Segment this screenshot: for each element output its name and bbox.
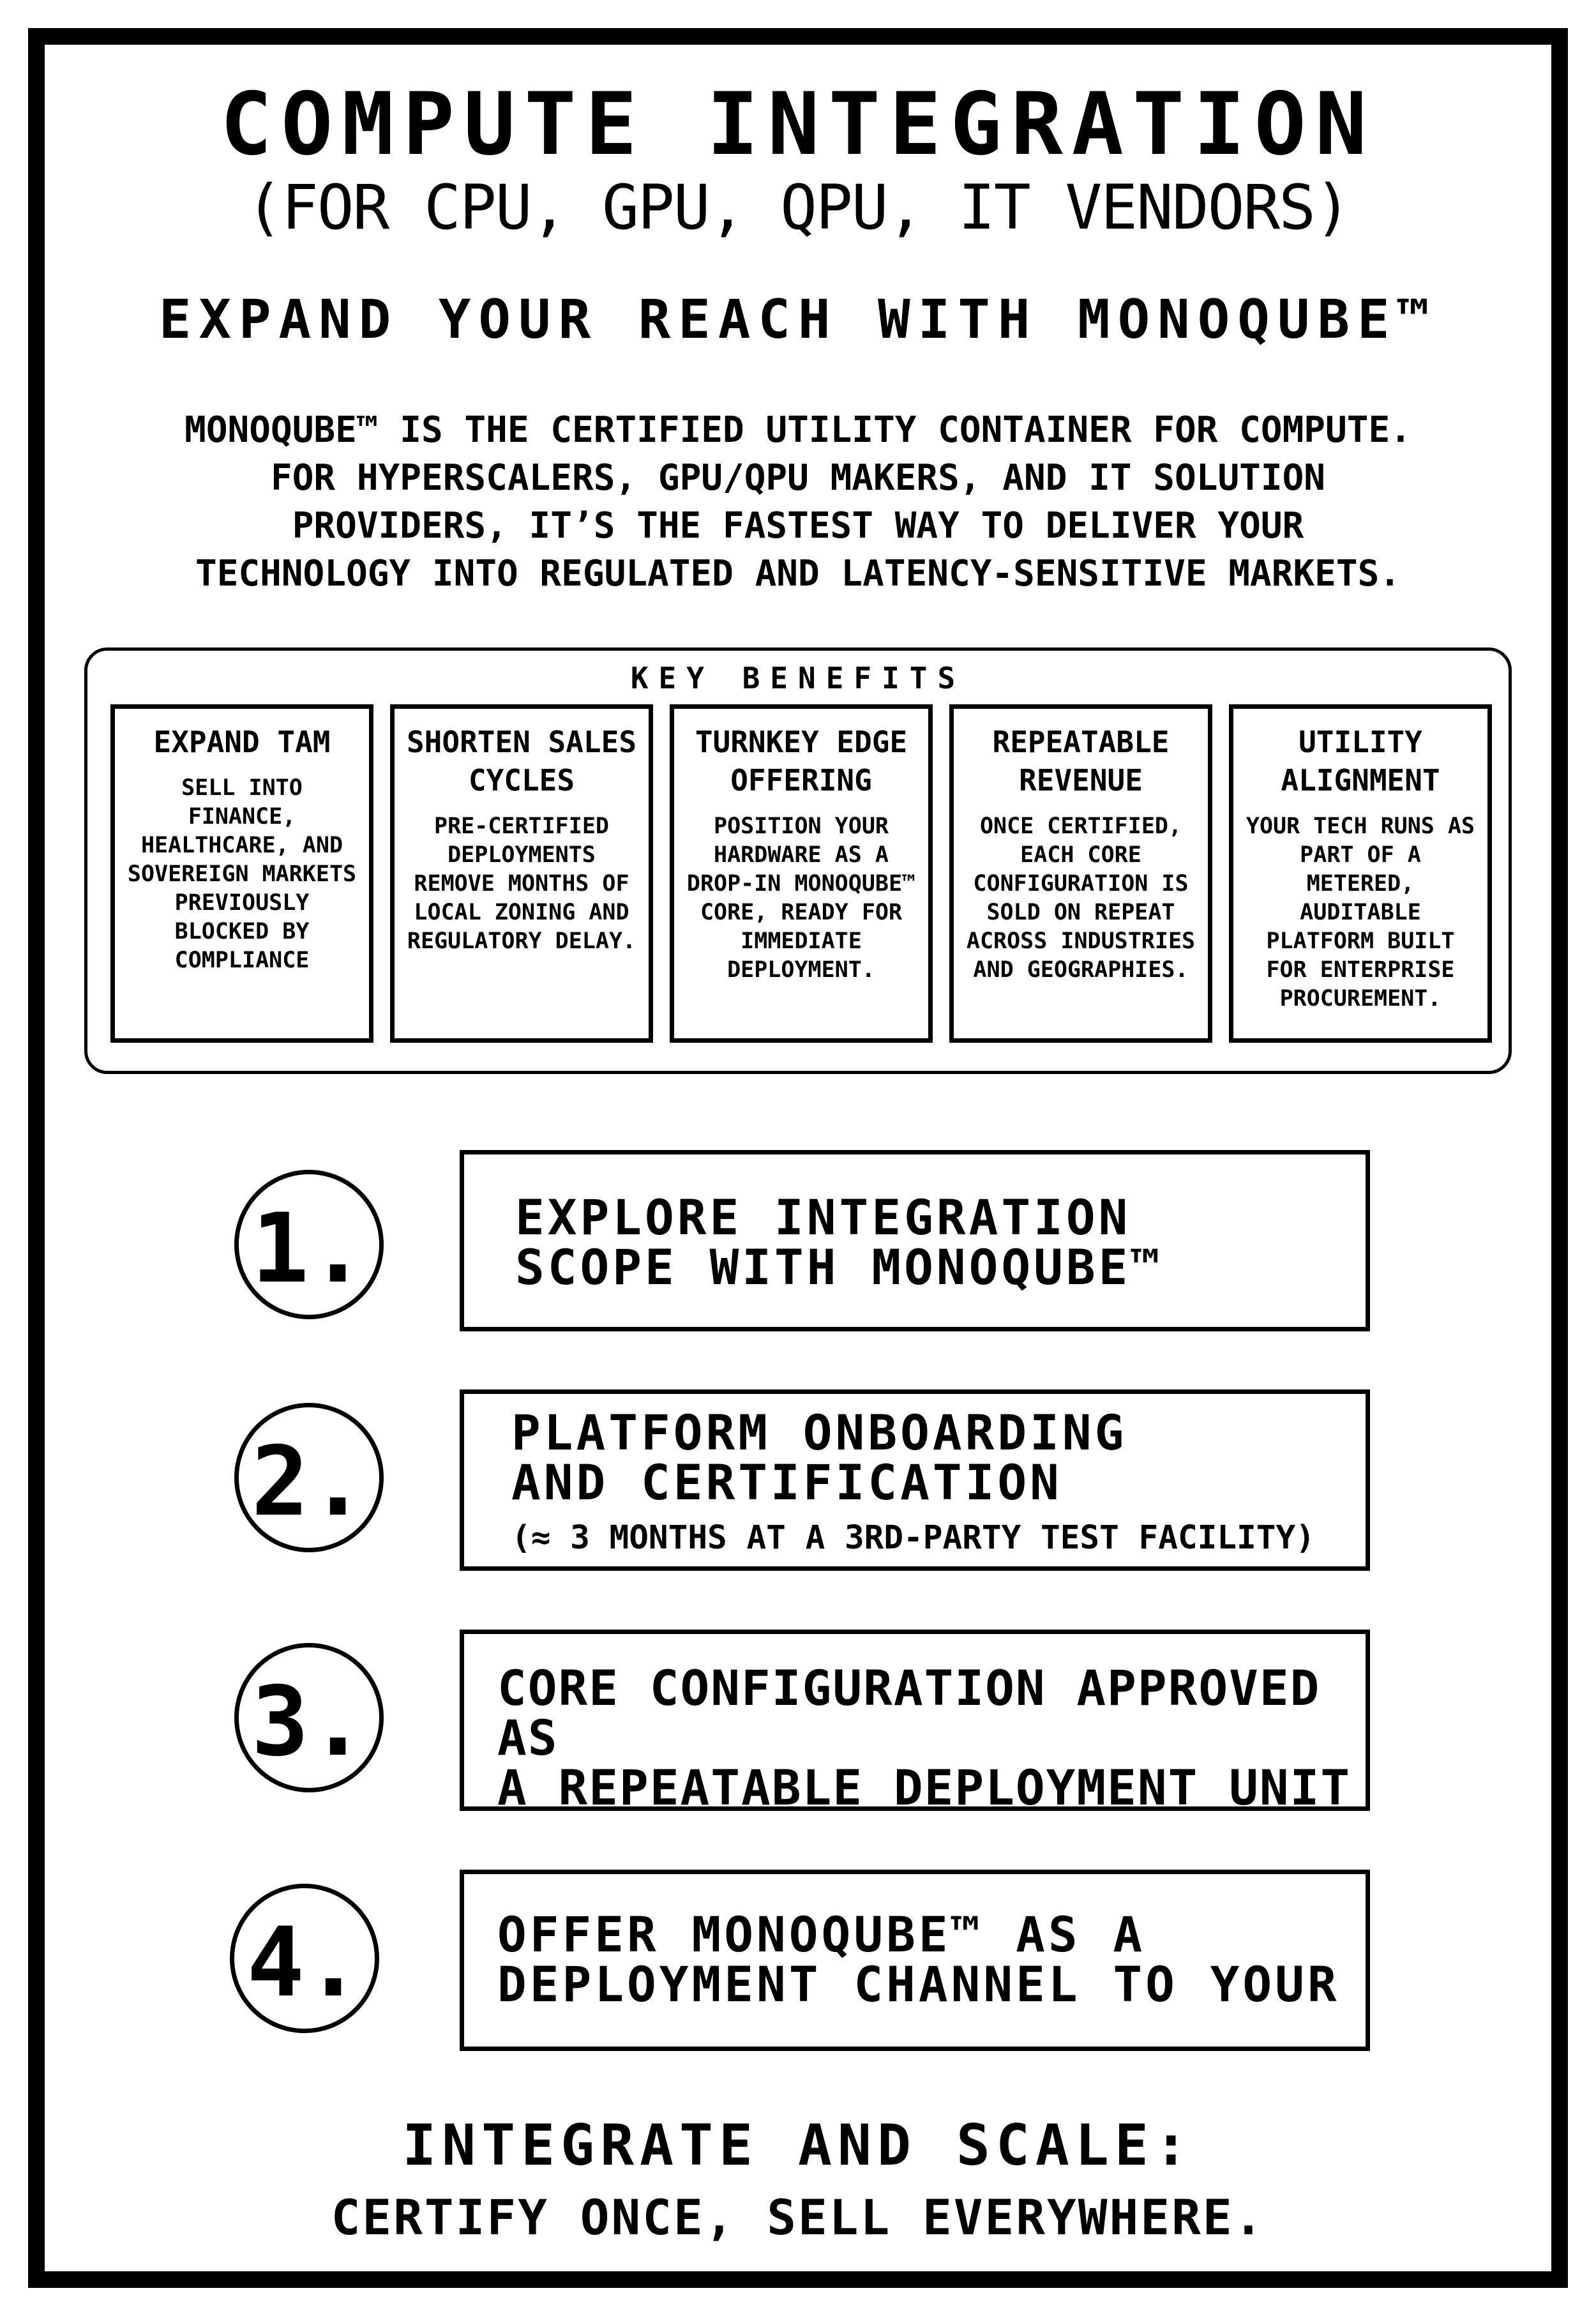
step-3-number: 3. — [234, 1643, 384, 1792]
benefit-card-utility-alignment — [1229, 704, 1492, 1043]
step-2-box — [460, 1389, 1370, 1571]
benefit-card-turnkey-edge — [670, 704, 933, 1043]
footer-slogan: CERTIFY ONCE, SELL EVERYWHERE. — [331, 2189, 1265, 2246]
intro-line: PROVIDERS, IT’S THE FASTEST WAY TO DELIVER YOUR — [292, 505, 1304, 547]
headline: EXPAND YOUR REACH WITH MONOQUBE™ — [158, 288, 1438, 351]
step-2-number: 2. — [234, 1403, 384, 1552]
benefit-card-repeatable-revenue — [949, 704, 1212, 1043]
key-benefits-panel — [84, 647, 1512, 1074]
benefit-card-shorten-sales-cycles — [390, 704, 653, 1043]
benefit-title: TURNKEY EDGE OFFERING — [695, 725, 908, 798]
step-1-text: EXPLORE INTEGRATION SCOPE WITH MONOQUBE™ — [515, 1189, 1164, 1296]
intro-paragraph — [0, 406, 1596, 598]
page-subtitle: (FOR CPU, GPU, QPU, IT VENDORS) — [246, 172, 1350, 243]
key-benefits-label: KEY BENEFITS — [630, 661, 966, 695]
benefit-title: UTILITY ALIGNMENT — [1281, 725, 1440, 798]
step-2-note: (≈ 3 MONTHS AT A 3RD-PARTY TEST FACILITY) — [511, 1519, 1315, 1557]
footer-tagline: INTEGRATE AND SCALE: — [402, 2112, 1194, 2178]
benefit-title: EXPAND TAM — [153, 725, 331, 759]
benefit-body: YOUR TECH RUNS AS PART OF A METERED, AUDITABLE PLATFORM BUILT FOR ENTERPRISE PROCUREMENT. — [1246, 814, 1475, 1011]
intro-line: FOR HYPERSCALERS, GPU/QPU MAKERS, AND IT SOLUTION — [270, 457, 1326, 499]
step-3-text: CORE CONFIGURATION APPROVED AS A REPEATABLE DEPLOYMENT UNIT — [497, 1660, 1351, 1816]
step-4-box — [460, 1870, 1370, 2051]
benefit-body: SELL INTO FINANCE, HEALTHCARE, AND SOVEREIGN MARKETS PREVIOUSLY BLOCKED BY COMPLIANCE — [127, 775, 357, 973]
benefit-body: PRE-CERTIFIED DEPLOYMENTS REMOVE MONTHS OF LOCAL ZONING AND REGULATORY DELAY. — [407, 814, 636, 954]
step-4-number: 4. — [230, 1884, 379, 2033]
step-1-box — [460, 1150, 1370, 1331]
step-3-box — [460, 1630, 1370, 1816]
intro-line: TECHNOLOGY INTO REGULATED AND LATENCY-SENSITIVE MARKETS. — [195, 553, 1401, 594]
step-4-text: OFFER MONOQUBE™ AS A DEPLOYMENT CHANNEL TO YOUR — [497, 1906, 1340, 2013]
benefit-title: REPEATABLE REVENUE — [992, 725, 1170, 798]
benefit-body: POSITION YOUR HARDWARE AS A DROP-IN MONOQUBE™ CORE, READY FOR IMMEDIATE DEPLOYMENT. — [686, 814, 916, 983]
benefit-body: ONCE CERTIFIED, EACH CORE CONFIGURATION IS SOLD ON REPEAT ACROSS INDUSTRIES AND GEOGRAPHIES. — [966, 814, 1196, 983]
benefit-title: SHORTEN SALES CYCLES — [406, 725, 637, 798]
benefit-card-expand-tam — [110, 704, 373, 1043]
step-2-text: PLATFORM ONBOARDING AND CERTIFICATION — [511, 1404, 1127, 1511]
page-title: COMPUTE INTEGRATION — [220, 74, 1376, 174]
step-1-number: 1. — [234, 1170, 384, 1319]
intro-line: MONOQUBE™ IS THE CERTIFIED UTILITY CONTAINER FOR COMPUTE. — [184, 409, 1412, 451]
